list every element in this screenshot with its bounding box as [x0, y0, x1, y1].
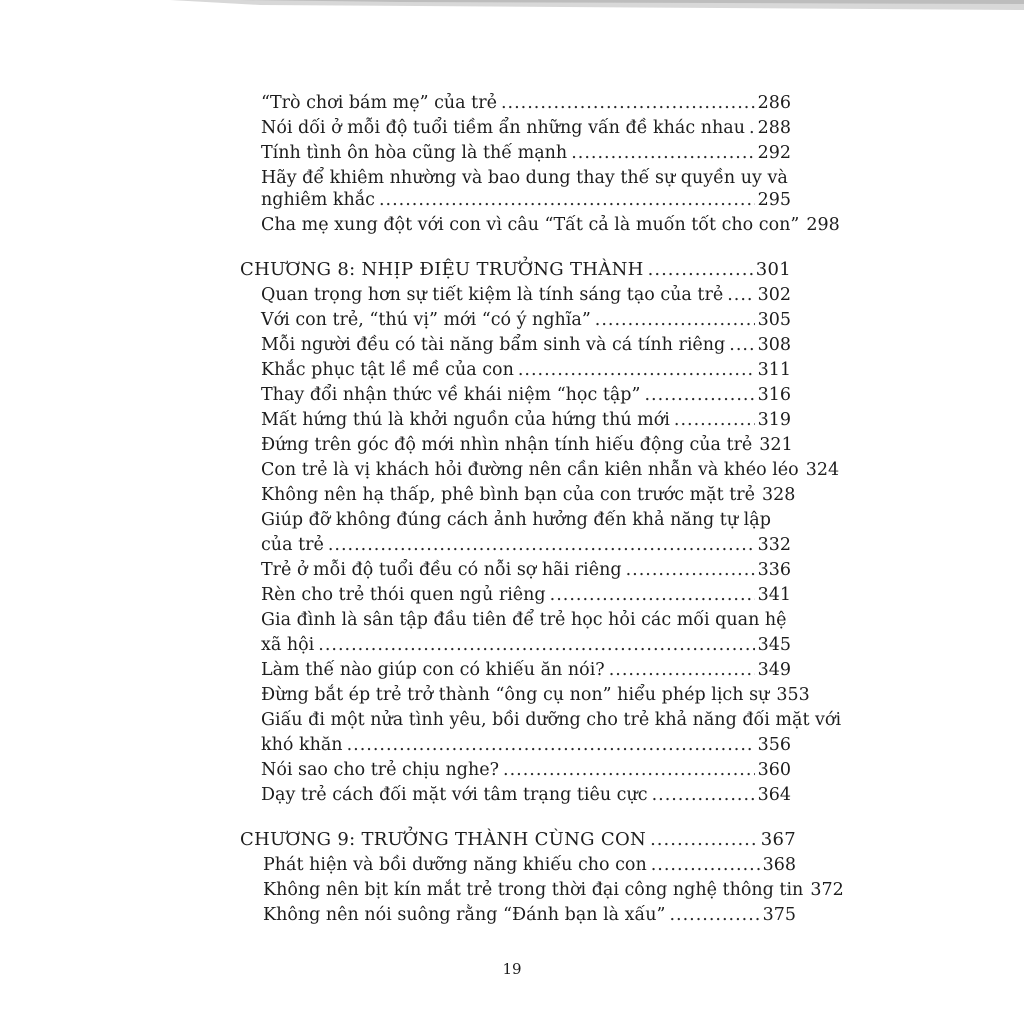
toc-entry-title: Không nên nói suông rằng “Đánh bạn là xấu”: [263, 905, 666, 925]
dot-leader: [518, 359, 755, 381]
toc-entry[interactable]: [261, 309, 791, 331]
dot-leader: [652, 784, 755, 806]
toc-entry-page: 292: [757, 143, 791, 163]
toc-entry-page: 356: [757, 735, 791, 755]
toc-entry[interactable]: [261, 734, 791, 756]
toc-entry-page: 286: [757, 93, 791, 113]
chapter-page: 301: [755, 259, 791, 280]
toc-entry-page: 364: [757, 785, 791, 805]
toc-entry[interactable]: [261, 784, 791, 806]
toc-entry-title-line1: Hãy để khiêm nhường và bao dung thay thế sự quyền uy và: [261, 168, 788, 188]
toc-entry-page: 311: [757, 360, 791, 380]
toc-entry[interactable]: [263, 854, 796, 876]
toc-entry-title: Không nên bịt kín mắt trẻ trong thời đại công nghệ thông tin: [263, 880, 804, 900]
toc-entry-page: 305: [757, 310, 791, 330]
toc-entry-title: nghiêm khắc: [261, 190, 375, 210]
toc-entry-page: 302: [757, 285, 791, 305]
toc-entry-title: Với con trẻ, “thú vị” mới “có ý nghĩa”: [261, 310, 591, 330]
toc-entry-title-line1: Giúp đỡ không đúng cách ảnh hưởng đến khả năng tự lập: [261, 510, 771, 530]
toc-entry-title: Dạy trẻ cách đối mặt với tâm trạng tiêu cực: [261, 785, 648, 805]
dot-leader: [347, 734, 755, 756]
toc-entry[interactable]: [261, 634, 791, 656]
toc-entry-title: Mỗi người đều có tài năng bẩm sinh và cá tính riêng: [261, 335, 726, 355]
toc-entry[interactable]: [261, 559, 791, 581]
toc-entry-page: 341: [757, 585, 791, 605]
chapter-heading[interactable]: [240, 829, 796, 851]
toc-entry-page: 295: [757, 190, 791, 210]
toc-entry-title-line1: Giấu đi một nửa tình yêu, bồi dưỡng cho trẻ khả năng đối mặt với: [261, 710, 842, 730]
toc-entry-title: Đừng bắt ép trẻ trở thành “ông cụ non” hiểu phép lịch sự: [261, 685, 770, 705]
toc-entry-page: 349: [757, 660, 791, 680]
toc-entry-page: 360: [757, 760, 791, 780]
dot-leader: [609, 659, 755, 681]
toc-entry-title: Con trẻ là vị khách hỏi đường nên cần kiên nhẫn và khéo léo: [261, 460, 799, 480]
toc-entry[interactable]: [261, 334, 791, 356]
toc-entry-page: 321: [759, 435, 793, 455]
dot-leader: [595, 309, 755, 331]
toc-entry-title: Tính tình ôn hòa cũng là thế mạnh: [261, 143, 568, 163]
toc-entry[interactable]: [261, 434, 791, 456]
dot-leader: [669, 904, 759, 926]
toc-entry-page: 368: [762, 855, 796, 875]
toc-entry-page: 319: [757, 410, 791, 430]
toc-entry-title: Nói sao cho trẻ chịu nghe?: [261, 760, 499, 780]
toc-entry-title: Thay đổi nhận thức về khái niệm “học tập”: [261, 385, 641, 405]
toc-entry[interactable]: [261, 684, 810, 706]
toc-entry-title: Rèn cho trẻ thói quen ngủ riêng: [261, 585, 546, 605]
toc-entry-page: 372: [810, 880, 844, 900]
toc-entry[interactable]: [261, 459, 840, 481]
toc-entry[interactable]: [261, 484, 796, 506]
toc-entry-title: Khắc phục tật lề mề của con: [261, 360, 514, 380]
toc-entry-title: khó khăn: [261, 735, 343, 755]
dot-leader: [626, 559, 755, 581]
dot-leader: [503, 759, 755, 781]
toc-entry[interactable]: [263, 879, 844, 901]
toc-entry[interactable]: [261, 659, 791, 681]
dot-leader: [648, 259, 753, 281]
toc-entry-page: 375: [762, 905, 796, 925]
chapter-heading[interactable]: [240, 259, 791, 281]
dot-leader: [318, 634, 754, 656]
toc-entry[interactable]: [261, 409, 791, 431]
toc-entry-title: xã hội: [261, 635, 315, 655]
toc-entry-title: Nói dối ở mỗi độ tuổi tiềm ẩn những vấn đề khác nhau: [261, 118, 745, 138]
dot-leader: [379, 189, 755, 211]
toc-entry-title: Quan trọng hơn sự tiết kiệm là tính sáng tạo của trẻ: [261, 285, 724, 305]
page-number: 19: [502, 960, 522, 978]
toc-entry-title: Trẻ ở mỗi độ tuổi đều có nỗi sợ hãi riêng: [261, 560, 622, 580]
toc-entry-title: Đứng trên góc độ mới nhìn nhận tính hiếu động của trẻ: [261, 435, 753, 455]
toc-entry-page: 298: [806, 215, 840, 235]
toc-entry[interactable]: [261, 584, 791, 606]
dot-leader: [550, 584, 755, 606]
toc-entry-page: 308: [757, 335, 791, 355]
toc-entry-page: 336: [757, 560, 791, 580]
toc-entry[interactable]: [261, 214, 840, 236]
toc-entry[interactable]: [261, 759, 791, 781]
toc-entry-title: “Trò chơi bám mẹ” của trẻ: [261, 93, 497, 113]
toc-entry-title: của trẻ: [261, 535, 324, 555]
dot-leader: [651, 854, 760, 876]
chapter-title: CHƯƠNG 9: TRƯỞNG THÀNH CÙNG CON: [240, 829, 647, 850]
toc-entry[interactable]: [261, 284, 791, 306]
toc-entry[interactable]: [261, 92, 791, 114]
toc-entry-page: 345: [757, 635, 791, 655]
toc-entry[interactable]: [261, 189, 791, 211]
dot-leader: [571, 142, 754, 164]
toc-entry[interactable]: [261, 117, 791, 139]
toc-entry[interactable]: [261, 359, 791, 381]
dot-leader: [674, 409, 755, 431]
toc-entry-page: 316: [757, 385, 791, 405]
dot-leader: [749, 117, 755, 139]
chapter-page: 367: [760, 829, 796, 850]
toc-entry-title: Mất hứng thú là khởi nguồn của hứng thú mới: [261, 410, 670, 430]
toc-entry[interactable]: [261, 142, 791, 164]
toc-entry-page: 324: [805, 460, 840, 480]
toc-entry-page: 332: [757, 535, 791, 555]
toc-entry-title: Phát hiện và bồi dưỡng năng khiếu cho con: [263, 855, 647, 875]
toc-entry-page: 328: [761, 485, 796, 505]
toc-entry-title: Cha mẹ xung đột với con vì câu “Tất cả là muốn tốt cho con”: [261, 215, 800, 235]
toc-entry[interactable]: [261, 534, 791, 556]
dot-leader: [501, 92, 755, 114]
dot-leader: [727, 284, 754, 306]
toc-entry[interactable]: [261, 384, 791, 406]
toc-entry-page: 288: [757, 118, 791, 138]
toc-entry-page: 353: [776, 685, 810, 705]
toc-entry[interactable]: [263, 904, 796, 926]
chapter-title: CHƯƠNG 8: NHỊP ĐIỆU TRƯỞNG THÀNH: [240, 259, 644, 280]
toc-entry-title-line1: Gia đình là sân tập đầu tiên để trẻ học hỏi các mối quan hệ: [261, 610, 787, 630]
dot-leader: [644, 384, 754, 406]
toc-entry-title: Không nên hạ thấp, phê bình bạn của con trước mặt trẻ: [261, 485, 755, 505]
toc-entry-title: Làm thế nào giúp con có khiếu ăn nói?: [261, 660, 605, 680]
dot-leader: [729, 334, 754, 356]
dot-leader: [650, 829, 758, 851]
dot-leader: [328, 534, 755, 556]
